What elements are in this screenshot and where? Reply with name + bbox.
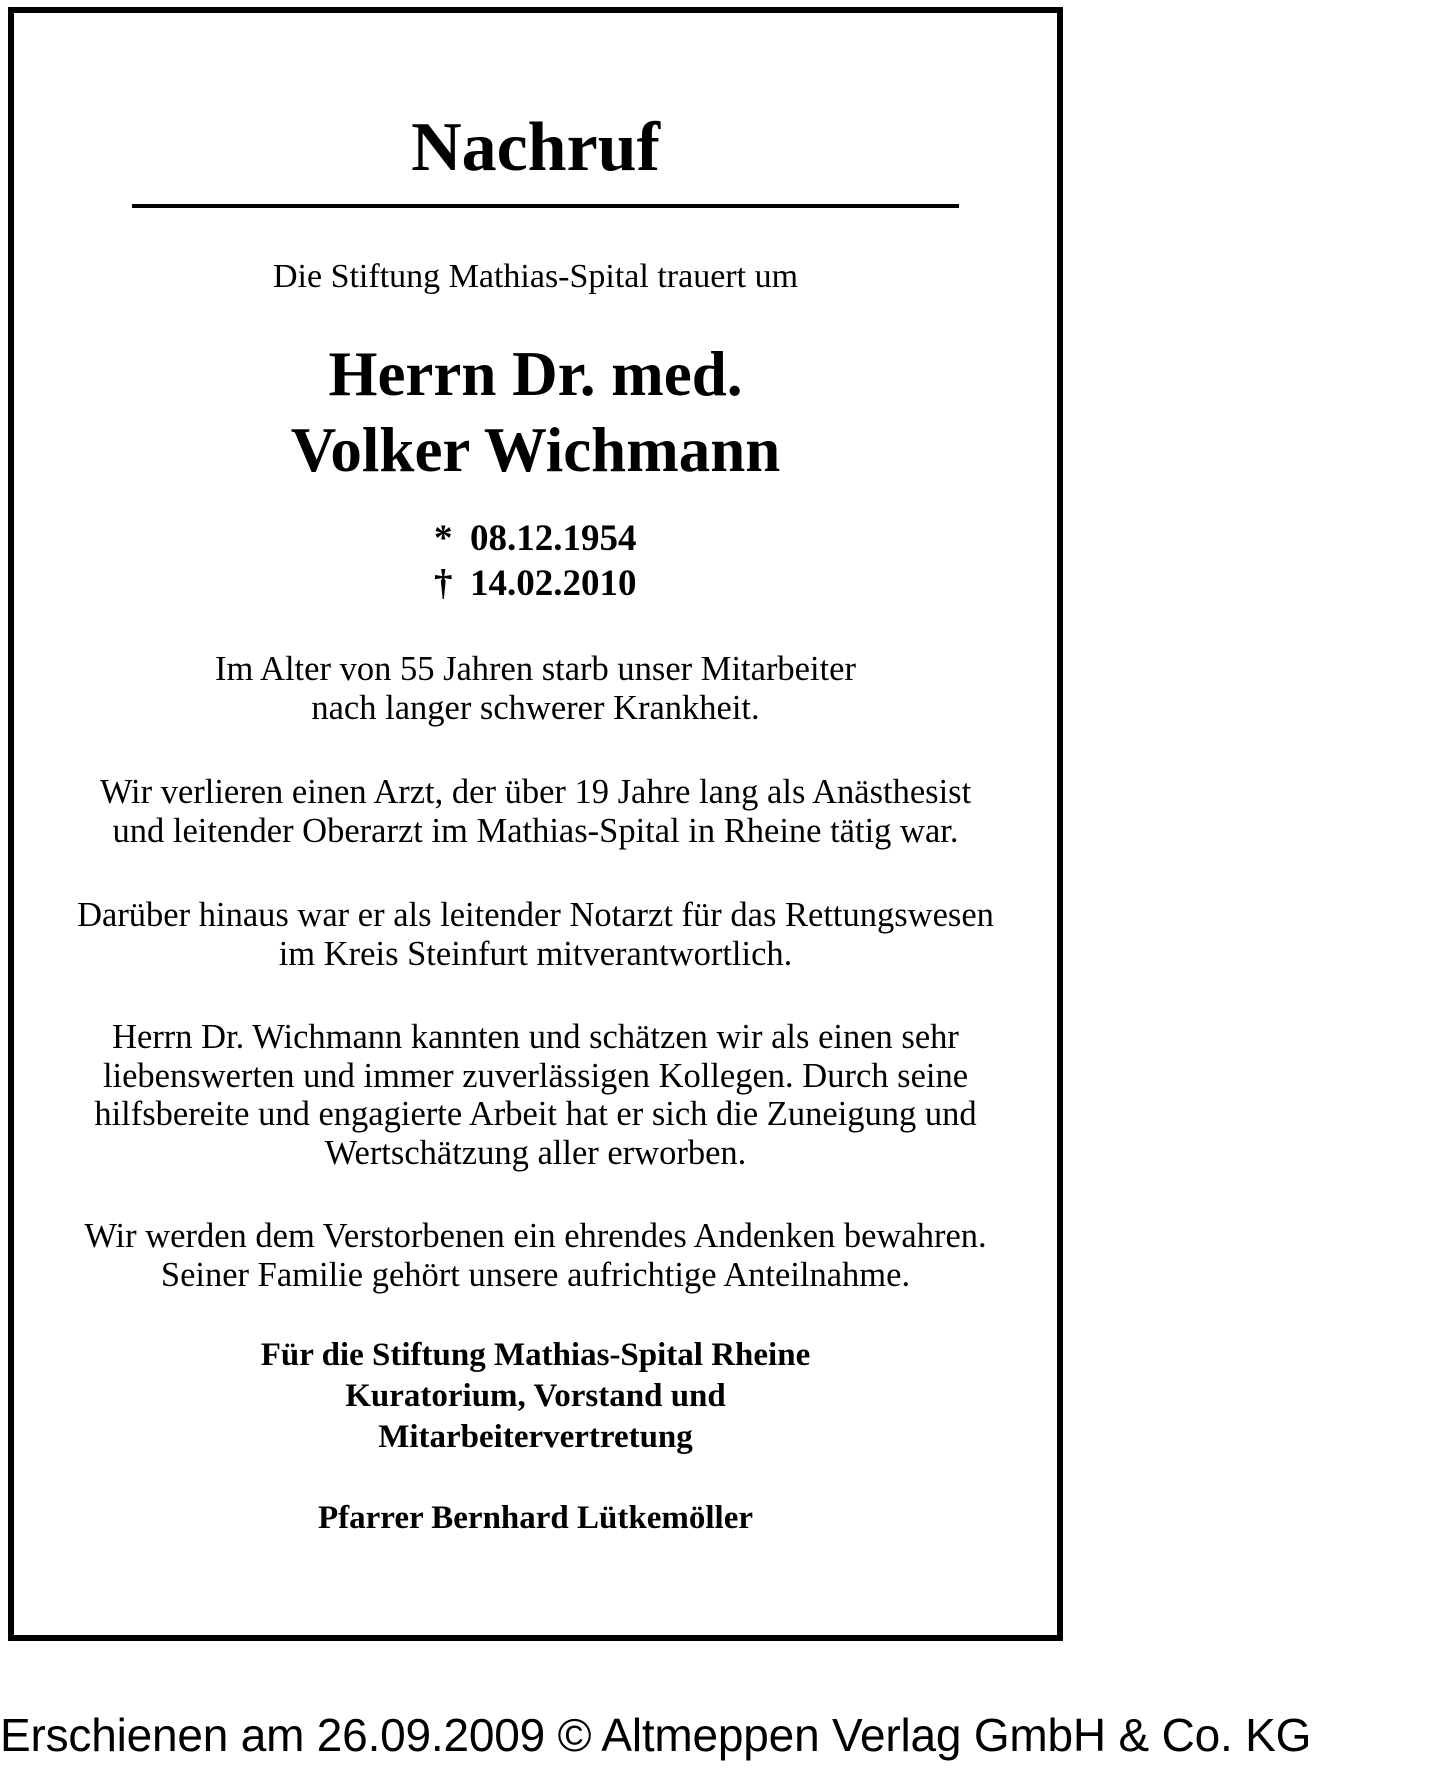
signature-line: Für die Stiftung Mathias-Spital Rheine (260, 1337, 811, 1373)
paragraph-1 (14, 650, 1057, 727)
paragraph-line: und leitender Oberarzt im Mathias-Spital in Rheine tätig war. (112, 811, 959, 850)
paragraph-4 (14, 1018, 1057, 1172)
birth-date-row (434, 516, 637, 561)
title-divider (132, 204, 959, 208)
signature-line: Kuratorium, Vorstand und (345, 1378, 726, 1414)
paragraph-5 (14, 1217, 1057, 1294)
paragraph-line: hilfsbereite und engagierte Arbeit hat er sich die Zuneigung und (94, 1095, 977, 1133)
pastor-name: Pfarrer Bernhard Lütkemöller (317, 1500, 754, 1536)
life-dates (434, 516, 637, 606)
name-line-1: Herrn Dr. med. (328, 339, 743, 409)
name-line-2: Volker Wichmann (290, 415, 781, 485)
signature-line: Mitarbeitervertretung (378, 1419, 693, 1455)
paragraph-line: im Kreis Steinfurt mitverantwortlich. (278, 934, 793, 973)
death-date-row (434, 561, 637, 606)
death-date: 14.02.2010 (470, 563, 637, 604)
paragraph-line: Wir verlieren einen Arzt, der über 19 Jahre lang als Anästhesist (99, 773, 972, 811)
paragraph-2 (14, 773, 1057, 850)
intro-text: Die Stiftung Mathias-Spital trauert um (272, 258, 799, 295)
paragraph-line: Wir werden dem Verstorbenen ein ehrendes Andenken bewahren. (84, 1217, 987, 1255)
publication-footer: Erschienen am 26.09.2009 © Altmeppen Verlag GmbH & Co. KG (0, 1709, 1312, 1761)
signature-block (14, 1335, 1057, 1458)
paragraph-3 (14, 896, 1057, 973)
deceased-name (14, 336, 1057, 488)
notice-title: Nachruf (411, 109, 660, 186)
paragraph-line: Im Alter von 55 Jahren starb unser Mitarbeiter (215, 650, 856, 688)
paragraph-line: liebenswerten und immer zuverlässigen Kollegen. Durch seine (102, 1056, 969, 1095)
paragraph-line: nach langer schwerer Krankheit. (311, 688, 760, 727)
death-symbol: † (434, 563, 453, 604)
paragraph-line: Wertschätzung aller erworben. (324, 1133, 747, 1172)
birth-symbol: * (434, 518, 453, 559)
paragraph-line: Darüber hinaus war er als leitender Notarzt für das Rettungswesen (77, 896, 994, 934)
paragraph-line: Seiner Familie gehört unsere aufrichtige Anteilnahme. (160, 1255, 911, 1294)
obituary-notice (8, 7, 1063, 1641)
paragraph-line: Herrn Dr. Wichmann kannten und schätzen wir als einen sehr (112, 1018, 959, 1056)
birth-date: 08.12.1954 (470, 518, 637, 559)
